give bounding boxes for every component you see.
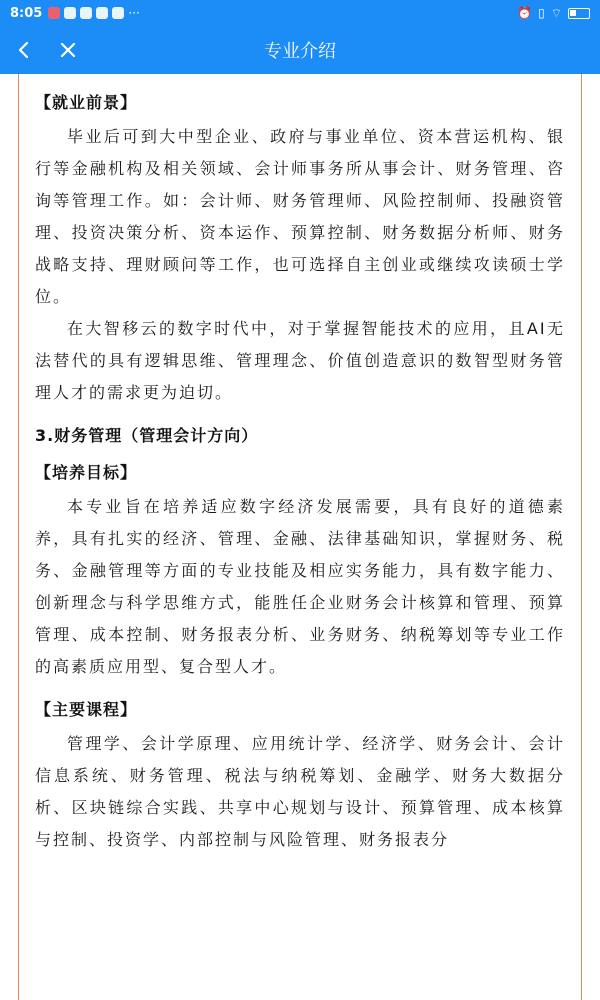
wifi-icon: ⌔ bbox=[550, 5, 562, 20]
section-heading-major: 3.财务管理（管理会计方向） bbox=[35, 426, 259, 445]
browser-icon bbox=[80, 7, 92, 19]
app-icon bbox=[96, 7, 108, 19]
section-heading-objectives: 【培养目标】 bbox=[35, 463, 138, 482]
section-heading-courses: 【主要课程】 bbox=[35, 700, 138, 719]
close-button[interactable] bbox=[46, 26, 90, 74]
section-heading-employment: 【就业前景】 bbox=[35, 93, 138, 112]
status-bar bbox=[0, 0, 600, 26]
objectives-paragraph: 本专业旨在培养适应数字经济发展需要，具有良好的道德素养，具有扎实的经济、管理、金融、法律基础知识，掌握财务、税务、金融管理等方面的专业技能及相应实务能力，具有数字能力、创新理念与科学思维方式，能胜任企业财务会计核算和管理、预算管理、成本控制、财务报表分析、业务财务、纳税筹划等专业工作的高素质应用型、复合型人才。 bbox=[35, 497, 565, 676]
employment-paragraph-2: 在大智移云的数字时代中，对于掌握智能技术的应用，且AI无法替代的具有逻辑思维、管理理念、价值创造意识的数智型财务管理人才的需求更为迫切。 bbox=[35, 319, 565, 402]
cloud-icon bbox=[64, 7, 76, 19]
system-status-icons bbox=[517, 6, 590, 21]
close-icon bbox=[59, 41, 77, 59]
battery-icon bbox=[568, 8, 590, 19]
notification-icons bbox=[48, 7, 124, 19]
back-button[interactable] bbox=[2, 26, 46, 74]
courses-paragraph: 管理学、会计学原理、应用统计学、经济学、财务会计、会计信息系统、财务管理、税法与纳税筹划、金融学、财务大数据分析、区块链综合实践、共享中心规划与设计、预算管理、成本核算与控制、投资学、内部控制与风险管理、财务报表分 bbox=[35, 734, 565, 849]
app-bar bbox=[0, 26, 600, 74]
status-time: 8:05 bbox=[10, 5, 43, 21]
vibrate-icon: ▯ bbox=[538, 6, 545, 20]
more-notifications-indicator: ··· bbox=[128, 6, 140, 20]
back-arrow-icon bbox=[17, 41, 31, 59]
app-notification-icon bbox=[48, 7, 60, 19]
alarm-icon: ⏰ bbox=[517, 6, 533, 20]
search-app-icon bbox=[112, 7, 124, 19]
article-content[interactable] bbox=[18, 74, 582, 1000]
employment-paragraph-1: 毕业后可到大中型企业、政府与事业单位、资本营运机构、银行等金融机构及相关领域、会计师事务所从事会计、财务管理、咨询等管理工作。如：会计师、财务管理师、风险控制师、投融资管理、投资决策分析、资本运作、预算控制、财务数据分析师、财务战略支持、理财顾问等工作，也可选择自主创业或继续攻读硕士学位。 bbox=[35, 127, 565, 306]
page-title: 专业介绍 bbox=[264, 41, 336, 62]
